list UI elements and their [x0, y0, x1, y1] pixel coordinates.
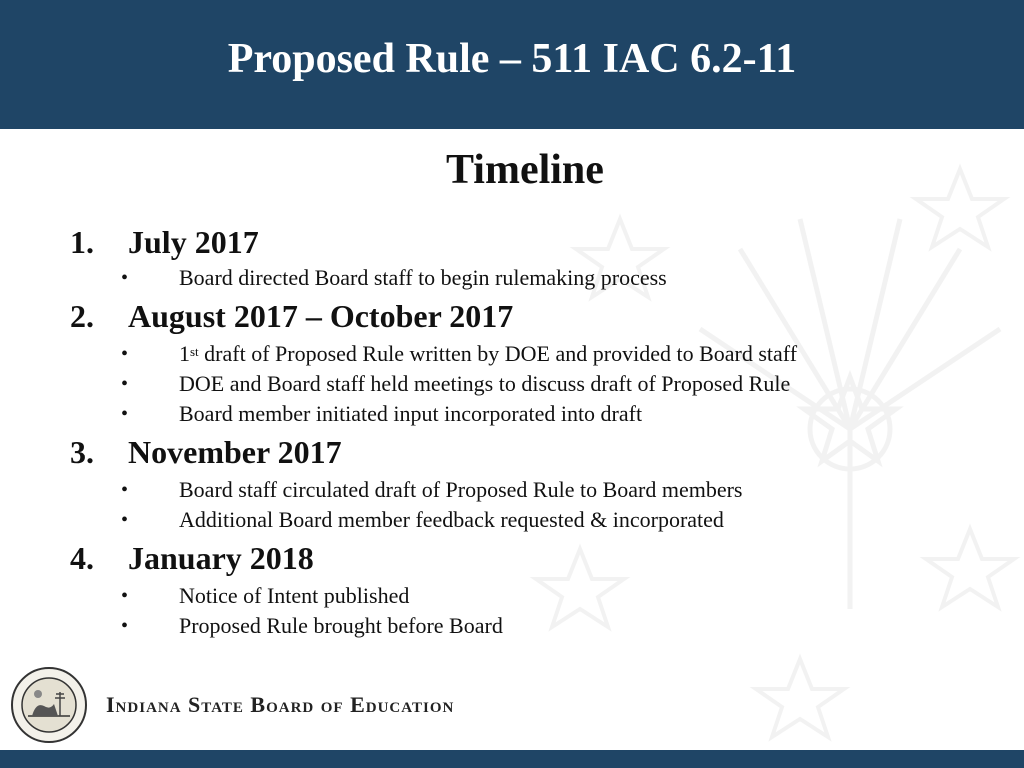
state-seal-icon: [10, 666, 88, 744]
footer-bar: [0, 750, 1024, 768]
item-period: January 2018: [128, 540, 314, 576]
item-number: 2.: [70, 298, 94, 334]
item-number: 3.: [70, 434, 94, 470]
slide-title: Timeline: [446, 147, 604, 193]
bullet-icon: •: [121, 403, 129, 425]
bullet-icon: •: [121, 343, 129, 365]
item-period: November 2017: [128, 434, 342, 470]
bullet-icon: •: [121, 373, 129, 395]
header-title: Proposed Rule – 511 IAC 6.2-11: [227, 36, 797, 82]
bullet-icon: •: [121, 479, 129, 501]
item-number: 4.: [70, 540, 94, 576]
timeline-list: 1. July 2017 • Board directed Board staff to begin rulemaking process 2. August 2017 – October 2017 • 1st draft of Proposed Rule written by DOE and provided to Board staff • DOE and Board staff held meetings to discuss draft of Proposed Rule • Board member initiated input incorporated into draft 3. November 2017 • Board staff circulated draft of Proposed Rule to Board members • Additional Board member feedback requested & incorporated 4. January 2018 • Notice of Intent published • Proposed Rule brought before Board: [70, 224, 798, 638]
organization-name: Indiana State Board of Education: [106, 692, 455, 717]
bullet-icon: •: [121, 509, 129, 531]
bullet-icon: •: [121, 267, 129, 289]
bullet-icon: •: [121, 585, 129, 607]
item-period: July 2017: [128, 224, 259, 260]
bullet-icon: •: [121, 615, 129, 637]
item-number: 1.: [70, 224, 94, 260]
item-period: August 2017 – October 2017: [128, 298, 514, 334]
